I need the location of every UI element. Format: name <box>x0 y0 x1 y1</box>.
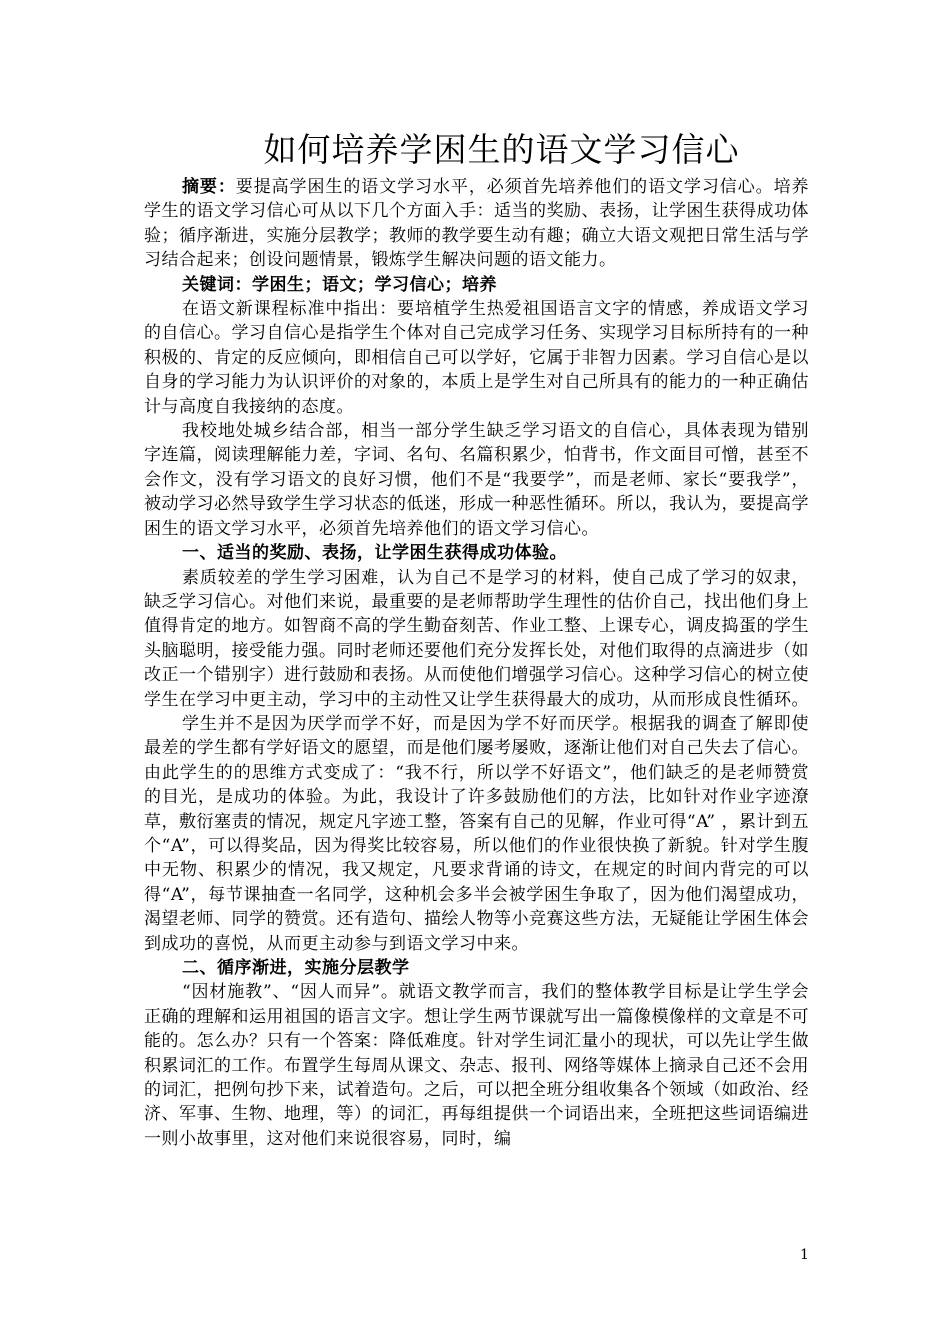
body-paragraph: 学生并不是因为厌学而学不好，而是因为学不好而厌学。根据我的调查了解即使最差的学生都有学好语文的愿望，而是他们屡考屡败，逐渐让他们对自己失去了信心。由此学生的的思维方式变成了：“我不行，所以学不好语文”，他们缺乏的是老师赞赏的目光，是成功的体验。为此，我设计了许多鼓励他们的方法，比如针对作业字迹潦草，敷衍塞责的情况，规定凡字迹工整，答案有自己的见解，作业可得“A” ，累计到五个“A”，可以得奖品，因为得奖比较容易，所以他们的作业很快换了新貌。针对学生腹中无物、积累少的情况，我又规定，凡要求背诵的诗文，在规定的时间内背完的可以得“A”，每节课抽查一名同学，这种机会多半会被学困生争取了，因为他们渴望成功，渴望老师、同学的赞赏。还有造句、描绘人物等小竞赛这些方法，无疑能让学困生体会到成功的喜悦，从而更主动参与到语文学习中来。 <box>144 713 809 954</box>
section-heading-2: 二、循序渐进，实施分层教学 <box>182 958 410 978</box>
abstract-label: 摘要： <box>182 177 236 197</box>
page-number: 1 <box>800 1247 809 1263</box>
document-page <box>144 128 809 1151</box>
body-paragraph: 我校地处城乡结合部，相当一部分学生缺乏学习语文的自信心，具体表现为错别字连篇，阅读理解能力差，字词、名句、名篇积累少，怕背书，作文面目可憎，甚至不会作文，没有学习语文的良好习惯，他们不是“我要学”，而是老师、家长“要我学”，被动学习必然导致学生学习状态的低迷，形成一种恶性循环。所以，我认为，要提高学困生的语文学习水平，必须首先培养他们的语文学习信心。 <box>144 421 809 539</box>
abstract-text: 要提高学困生的语文学习水平，必须首先培养他们的语文学习信心。培养学生的语文学习信心可从以下几个方面入手：适当的奖励、表扬，让学困生获得成功体验；循序渐进，实施分层教学；教师的教学要生动有趣；确立大语文观把日常生活与学习结合起来；创设问题情景，锻炼学生解决问题的语文能力。 <box>144 177 810 271</box>
abstract-paragraph <box>144 175 809 273</box>
body-paragraph: “因材施教”、“因人而异”。就语文教学而言，我们的整体教学目标是让学生学会正确的理解和运用祖国的语言文字。想让学生两节课就写出一篇像模像样的文章是不可能的。怎么办？只有一个答案：降低难度。针对学生词汇量小的现状，可以先让学生做积累词汇的工作。布置学生每周从课文、杂志、报刊、网络等媒体上摘录自己还不会用的词汇，把例句抄下来，试着造句。之后，可以把全班分组收集各个领域（如政治、经济、军事、生物、地理，等）的词汇，再每组提供一个词语出来，全班把这些词语编进一则小故事里，这对他们来说很容易，同时，编 <box>144 982 809 1149</box>
body-paragraph: 在语文新课程标准中指出：要培植学生热爱祖国语言文字的情感，养成语文学习的自信心。学习自信心是指学生个体对自己完成学习任务、实现学习目标所持有的一种积极的、肯定的反应倾向，即相信自己可以学好，它属于非智力因素。学习自信心是以自身的学习能力为认识评价的对象的，本质上是学生对自己所具有的能力的一种正确估计与高度自我接纳的态度。 <box>144 299 809 417</box>
section-heading-1: 一、适当的奖励、表扬，让学困生获得成功体验。 <box>182 543 567 564</box>
document-title: 如何培养学困生的语文学习信心 <box>263 130 740 169</box>
keywords: 关键词：学困生；语文；学习信心；培养 <box>182 274 497 295</box>
body-paragraph: 素质较差的学生学习困难，认为自己不是学习的材料，使自己成了学习的奴隶，缺乏学习信心。对他们来说，最重要的是老师帮助学生理性的估价自己，找出他们身上值得肯定的地方。如智商不高的学生勤奋刻苦、作业工整、上课专心，调皮捣蛋的学生头脑聪明，接受能力强。同时老师还要他们充分发挥长处，对他们取得的点滴进步（如改正一个错别字）进行鼓励和表扬。从而使他们增强学习信心。这种学习信心的树立使学生在学习中更主动，学习中的主动性又让学生获得最大的成功，从而形成良性循环。 <box>144 567 809 710</box>
